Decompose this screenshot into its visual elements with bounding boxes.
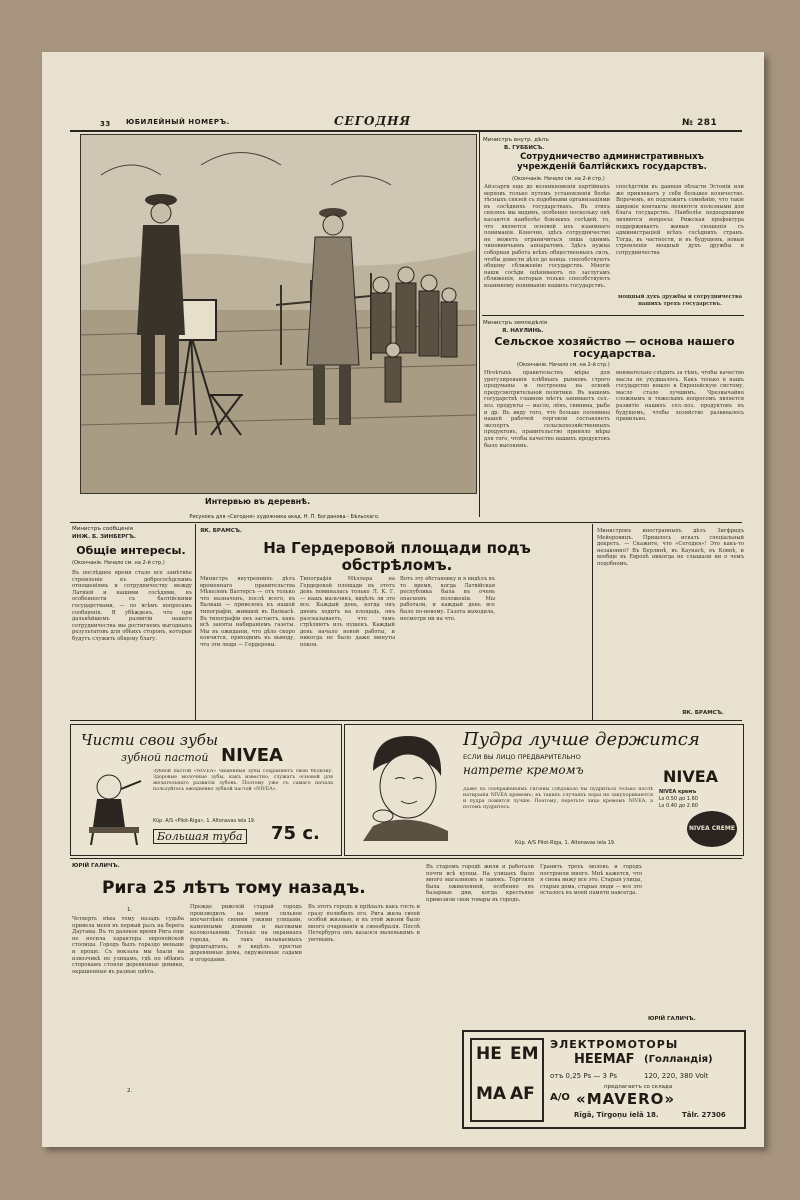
illustration-interview xyxy=(80,134,477,494)
gubbis-byline-title: Министръ внутр. дѣлъ xyxy=(483,137,550,143)
naulin-body: Нѣчѣтыхъ правительствъ мѣры для урегулированія хлѣбныхъ рынковъ строго продуманы и построены на основѣ предусмотрительной политики. Въ нашемъ государствѣ главною мѣстъ занимаетъ сел.-хоз. продукты — масло, лёнъ, свинина, рыба и др. Въ виду того, что больше половины нашей рабочей торговли составляетъ экспортъ сельскохозяйственныхъ продуктовъ, правительство приняло мѣры для того, чтобы качество нашихъ продуктовъ было высокимъ. xyxy=(484,370,610,449)
naulin-byline-name: Я. НАУЛИНЬ. xyxy=(502,328,544,334)
masthead-rule xyxy=(70,130,742,132)
powder-subline: ЕСЛИ ВЫ ЛИЦО ПРЕДВАРИТЕЛЬНО xyxy=(463,753,581,761)
gubbis-title: Сотрудничество административныхъ учрежденій балтійскихъ государствъ. xyxy=(517,152,707,172)
heemaf-line1: ЭЛЕКТРОМОТОРЫ xyxy=(550,1038,679,1051)
powder-price2: Ls 0.40 до 2.60 xyxy=(659,803,698,809)
toothpaste-body: Зубной пастой «NIVEA» чищенные зубы сохраняютъ свою бѣлизну. Здоровые молочные зубы, какъ известно, служатъ основой для желательнаго развитія зубовъ. Поэтому уже съ самаго начала пользуйтесь ежедневно зубной пастой «NIVEA». xyxy=(153,769,333,792)
toothpaste-price: 75 с. xyxy=(271,823,320,844)
newspaper-page xyxy=(42,52,764,1147)
toothpaste-company: Kūp. A/S «Pilot-Riga», 1. Altonavas iela 19. xyxy=(153,819,256,824)
ad-heemaf xyxy=(462,1030,746,1129)
naulin-byline-title: Министръ земледѣлія xyxy=(483,320,548,326)
powder-subline2: натрете кремомъ xyxy=(463,763,584,777)
heemaf-logo-em: EM xyxy=(510,1044,539,1064)
zinberg-byline-name: ИНЖ. Б. ЗИНБЕРГЪ. xyxy=(72,534,136,540)
powder-body: Даже по соображеніямъ гигіены слѣдовало бы пудриться только послѣ натиранія NIVEA кремомъ; въ такихъ случаяхъ поры не закупориваются и пудра ложится лучше. Поэтому, перетьте лицо кремомъ NIVEA, а потомъ пудритесь. xyxy=(463,787,653,810)
illustration-credit: Рисунокъ для «Сегодня» художника акад. Н. П. Богданова - Бѣльскаго. xyxy=(189,514,380,520)
galich-col1: Четверть вѣка тому назадъ судьба привела меня въ первый разъ на берега Даугавы. Въ то далекое время Рига еще не носила характера европейской столицы. Городъ былъ гораздо меньше и проще. Съ вокзала мы ѣхали на извозчикѣ по улицамъ, гдѣ по обѣимъ сторонамъ стояли деревянные домики, окрашенные въ разные цвѣта. xyxy=(72,916,184,975)
heemaf-brand: HEEMAF xyxy=(574,1052,635,1067)
edition-label: ЮБИЛЕЙНЫЙ НОМЕРЪ. xyxy=(126,118,230,126)
brams-title: На Гердеровой площади подъ обстрѣломъ. xyxy=(263,539,531,574)
toothpaste-headline: Чисти свои зубы xyxy=(81,731,219,749)
powder-headline: Пудра лучше держится xyxy=(463,729,700,750)
heemaf-logo-he: HE xyxy=(476,1044,502,1064)
galich-section1: 1. xyxy=(127,907,133,913)
nivea-creme-tin-icon: NIVEA CREME xyxy=(687,811,737,847)
illustration-caption: Интервью въ деревнѣ. xyxy=(205,497,311,506)
galich-col4: Въ старомъ городѣ жили и работали почти всѣ купцы. На улицахъ было много магазиновъ и лавокъ. Торговля была оживленной, особенно въ базарные дни, когда крестьяне привозили свои товары въ городъ. xyxy=(426,864,534,903)
galich-col2: Прежде рижскій старый городъ производилъ на меня сильное впечатлѣніе своими узкими улицами, каменными домами и высокими колокольнями. Только на окраинахъ города, въ такъ называемыхъ форштадтахъ, я видѣлъ простые деревянные дома, окруженные садами и огородами. xyxy=(190,904,302,963)
gubbis-highlight: мощный духъ дружбы и сотрудничества нашихъ трехъ государствъ. xyxy=(618,294,742,307)
brams-col3: Вотъ эту обстановку и я видѣлъ въ то время, когда Латвійская республика была въ очень опасномъ положеніи. Мы работали, и каждый день все было по-новому. Газета выходила, несмотря ни на что. xyxy=(400,576,495,622)
gubbis-body: Айзсарги еще до возникновенія партійныхъ верховъ только путемъ установленія болѣе тѣсныхъ связей съ подобными организаціями въ сосѣднихъ государствахъ. Въ этихъ связяхъ мы видимъ, особенно поскольку онѣ касаются наиболѣе близкихъ сосѣдей, то, что является основой ихъ взаимнаго пониманія. Конечно, здѣсь сотрудничество не можетъ ограничиться лишь однимъ чиновничьимъ аппаратомъ. Здѣсь нужна соборная работа всѣхъ общественныхъ силъ, чтобы довести дѣло до конца. способствуютъ общему сближенію государствъ. Многіе наши сосѣди оцѣниваютъ по заслугамъ сближенія, которыя только способствуютъ взаимному пониманію нашихъ государствъ. xyxy=(484,184,610,289)
heemaf-specs-from: отъ 0,25 Ps — 3 Ps xyxy=(550,1072,617,1080)
zinberg-body: Въ послѣднее время стало все замѣтнѣе стремленіе къ добрососѣдскимъ отношеніямъ и сотрудничеству между Латвіей и нашими сосѣдями, въ особенности съ балтійскими государствами, — по всѣмъ вопросамъ сообщенія. Я убѣжденъ, что при дальнѣйшемъ развитіи нашего сотрудничества мы достигнемъ выгодныхъ результатовъ для обѣихъ сторонъ, которые будутъ служить общему благу. xyxy=(72,570,192,642)
powder-company: Kūp. A/S Pilot-Riga, 1. Altonavas iela 19. xyxy=(515,840,616,846)
ad-nivea-toothpaste xyxy=(70,724,342,856)
powder-brand: NIVEA xyxy=(663,767,719,786)
ad-nivea-powder xyxy=(344,724,744,856)
brams-col4: Министровъ иностранныхъ дѣлъ Зигфридъ Мейеровицъ. Пришлось искать спеціальный декретъ. — Скажите, что «Сегодня»! Это какъ-то незаконно? Въ Берлинѣ, въ Каунасѣ, въ Ковнѣ, и вообще въ Европѣ никогда не слышали ни о чемъ подобномъ. xyxy=(597,528,744,567)
naulin-continuation: (Окончаніе. Начало см. на 2-й стр.) xyxy=(517,362,610,368)
heemaf-company: «MAVERO» xyxy=(576,1090,676,1108)
zinberg-continuation: (Окончаніе. Начало см. на 2-й стр.) xyxy=(72,560,165,566)
paper-name: СЕГОДНЯ xyxy=(334,114,412,128)
zinberg-title: Общіе интересы. xyxy=(76,544,186,557)
heemaf-phone: Tālr. 27306 xyxy=(682,1111,726,1119)
boy-brushing-teeth-icon xyxy=(79,767,149,847)
gubbis-continuation: (Окончаніе. Начало см. на 2-й стр.) xyxy=(512,176,605,182)
galich-byline: ЮРІЙ ГАЛИЧЪ. xyxy=(72,863,120,869)
woman-portrait-icon xyxy=(353,731,453,841)
heemaf-company-prefix: A/O xyxy=(550,1092,570,1103)
toothpaste-headline2: зубной пастой xyxy=(121,751,209,764)
gubbis-body-right: спосѣдствіи въ данныя области Эстоніи или же привлекатъ у себя большее количество. Впрочемъ, не подлежитъ сомнѣнію, что такіе широкіе контакты являются полезными для блага государствъ. Наиболѣе подходящими являются вопросы: Рижская префектура поддерживаетъ живыя сношенія съ администраціей всѣхъ сосѣднихъ странъ. Тогда, въ частности, и въ будущемъ, новыя стремленія мощный духъ дружбы и сотрудничества xyxy=(616,184,744,256)
galich-title: Рига 25 лѣтъ тому назадъ. xyxy=(102,878,366,898)
galich-col3: Въ этотъ городъ я пріѣхалъ какъ гость и сразу полюбилъ его. Рига жила своей особой жизнью, и въ этой жизни было много очарованія и своеобразія. Послѣ Петербурга онъ казался маленькимъ и уютнымъ. xyxy=(308,904,420,943)
naulin-body-right: внимательно слѣдить за тѣмъ, чтобы качество масла не ухудшалось. Какъ только в нашъ государство вошло в Европейскую систему, масло стало лучшимъ. Чрезвычайно сложнымъ и тяжелымъ вопросомъ является развитіе нашихъ сел.-хоз. продуктовъ въ будущемъ, чтобы хозяйство развивалось правильно. xyxy=(616,370,744,423)
heemaf-logo-af: AF xyxy=(510,1084,535,1104)
galich-section2: 2. xyxy=(127,1088,133,1094)
village-interview-drawing xyxy=(81,135,476,493)
toothpaste-brand: NIVEA xyxy=(221,745,283,766)
brams-col1: Министръ внутреннихъ дѣлъ временнаго правительства Мѣкеловъ Валтерсъ — отъ только что назначенъ, послѣ всего, въ Валкаш — привезенъ къ нашей типографіи, жившей въ Валкасѣ. Въ типографіи онъ застаетъ, какъ всѣ заняты набираніемъ газеты. Мы въ ожиданіи, что дѣло скоро кончится, приходимъ къ выводу, что эти люди — Гердеровы. xyxy=(200,576,295,648)
brams-col2: Типографія Мѣллера на Гердеровой площади въ этотъ день поминалась только Л. К. Г. — нашъ мальчикъ, видѣлъ ли это все. Каждый день, когда онъ днемъ ходитъ на площадь, онъ разсказываетъ, что тамъ стрѣляютъ изъ пушекъ. Каждый день начало новой работы, и никогда не было даже минуты покоя. xyxy=(300,576,395,648)
naulin-title: Сельское хозяйство — основа нашего государства. xyxy=(494,335,735,360)
toothpaste-tube-label: Большая туба xyxy=(153,829,247,844)
powder-price-title: NIVEA кремъ xyxy=(659,789,697,795)
galich-col5: Гранить трехъ моловъ и городъ построили много. Мнѣ кажется, что я снова вижу все это. Старыя улицы, старые дома, старые люди — все это осталось въ моей памяти навсегда. xyxy=(540,864,642,897)
heemaf-logo-ma: MA xyxy=(476,1084,507,1104)
heemaf-stock: предлагаетъ со склада xyxy=(604,1084,673,1090)
heemaf-address: Rīgā, Tirgoņu ielā 18. xyxy=(574,1111,659,1119)
brams-signature: ЯК. БРАМСЪ. xyxy=(682,710,724,716)
heemaf-logo xyxy=(470,1038,544,1122)
powder-price1: Ls 0.50 до 1.60 xyxy=(659,796,698,802)
gubbis-byline-name: В. ГУББИСЪ. xyxy=(504,145,545,151)
heemaf-origin: (Голландія) xyxy=(644,1054,713,1065)
zinberg-byline-title: Министръ сообщенія xyxy=(72,526,133,532)
galich-signature: ЮРІЙ ГАЛИЧЪ. xyxy=(648,1016,696,1022)
page-number: 33 xyxy=(100,120,111,128)
brams-byline: ЯК. БРАМСЪ. xyxy=(200,528,242,534)
issue-number: № 281 xyxy=(682,118,718,128)
heemaf-specs-volts: 120, 220, 380 Volt xyxy=(644,1072,709,1080)
